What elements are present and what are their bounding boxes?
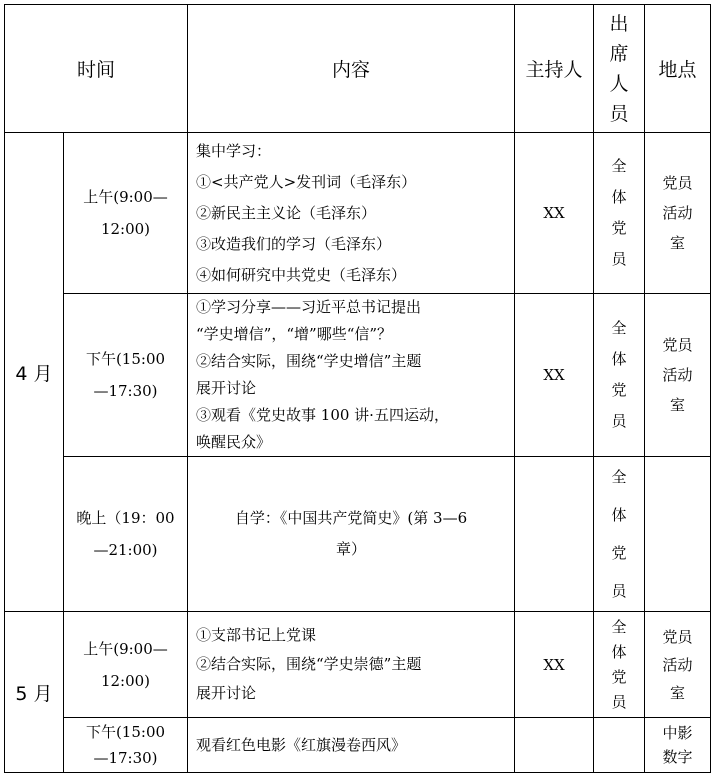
header-row [5,5,711,133]
header-attendees-char: 人 [609,72,629,95]
location-line: 党员 [662,174,693,192]
time-cell [64,612,188,718]
location-line: 室 [670,683,686,702]
schedule-table [4,4,711,773]
attendees-char: 体 [611,188,627,206]
location-cell [645,294,711,457]
content-line: 展开讨论 [196,684,257,702]
location-line: 数字 [662,748,693,766]
location-line: 活动 [662,204,693,222]
time-cell [64,718,188,773]
attendees-char: 党 [611,667,627,686]
content-line: 唤醒民众》 [196,433,272,451]
table-row [5,294,711,457]
content-line: 集中学习： [196,141,272,160]
time-line: 12:00) [100,220,151,238]
host-cell [515,718,594,773]
time-line: 上午(9:00— [83,188,168,206]
content-line: “学史增信”，“增”哪些“信”？ [196,325,393,343]
content-cell [188,294,515,457]
content-line: 自学：《中国共产党简史》(第 3—6 [234,509,468,527]
location-cell [645,612,711,718]
time-line: —17:30) [93,749,158,767]
header-attendees-char: 出 [609,12,629,35]
time-line: 晚上（19：00 [76,509,175,527]
content-cell [188,457,515,612]
table-row [5,457,711,612]
time-cell [64,294,188,457]
location-line: 室 [670,234,686,252]
host-cell [515,457,594,612]
location-line: 活动 [662,366,693,384]
attendees-cell [594,718,645,773]
time-cell [64,133,188,294]
time-line: 12:00) [100,671,151,690]
table-row [5,718,711,773]
location-line: 党员 [662,336,693,354]
attendees-char: 体 [611,642,627,661]
host-cell: XX [515,133,594,294]
location-cell [645,133,711,294]
host-cell: XX [515,294,594,457]
attendees-cell [594,612,645,718]
attendees-char: 员 [611,250,627,268]
time-line: 下午(15:00 [85,723,166,741]
attendees-char: 体 [611,506,627,524]
location-cell [645,718,711,773]
content-line: 展开讨论 [196,379,257,397]
content-cell [188,612,515,718]
content-line: ①支部书记上党课 [196,626,317,644]
month-cell: 5 月 [5,612,64,773]
location-line: 活动 [662,655,693,674]
attendees-cell [594,457,645,612]
header-location: 地点 [645,5,711,133]
header-attendees-char: 员 [609,102,629,125]
time-cell [64,457,188,612]
attendees-char: 全 [611,468,627,486]
content-line: ②结合实际，围绕“学史增信”主题 [196,352,422,370]
attendees-char: 党 [611,219,627,237]
month-cell: 4 月 [5,133,64,612]
header-attendees [594,5,645,133]
content-line: 章） [336,540,367,558]
location-cell [645,457,711,612]
location-line: 党员 [662,627,693,646]
header-content: 内容 [188,5,515,133]
content-line: ①学习分享——习近平总书记提出 [196,298,422,316]
attendees-char: 员 [611,692,627,711]
content-line: 观看红色电影《红旗漫卷西风》 [196,735,407,754]
time-line: 下午(15:00 [85,350,166,368]
content-cell [188,718,515,773]
header-time: 时间 [5,5,188,133]
attendees-char: 员 [611,582,627,600]
time-line: 上午(9:00— [83,639,168,658]
attendees-char: 体 [611,350,627,368]
attendees-char: 员 [611,412,627,430]
content-line: ③观看《党史故事 100 讲·五四运动， [196,406,449,424]
attendees-char: 党 [611,544,627,562]
location-line: 中影 [662,724,693,742]
content-cell [188,133,515,294]
host-cell: XX [515,612,594,718]
attendees-char: 党 [611,381,627,399]
attendees-cell [594,294,645,457]
header-host: 主持人 [515,5,594,133]
time-line: —17:30) [93,382,158,400]
attendees-char: 全 [611,319,627,337]
content-line: ④如何研究中共党史（毛泽东） [196,265,407,284]
attendees-char: 全 [611,617,627,636]
content-line: ②结合实际，围绕“学史崇德”主题 [196,655,422,673]
content-line: ①<共产党人>发刊词（毛泽东） [196,172,417,191]
location-line: 室 [670,396,686,414]
table-row [5,133,711,294]
content-line: ③改造我们的学习（毛泽东） [196,234,392,253]
content-line: ②新民主主义论（毛泽东） [196,203,377,222]
table-row [5,612,711,718]
attendees-cell [594,133,645,294]
time-line: —21:00) [93,541,158,559]
header-attendees-char: 席 [609,42,629,65]
attendees-char: 全 [611,157,627,175]
